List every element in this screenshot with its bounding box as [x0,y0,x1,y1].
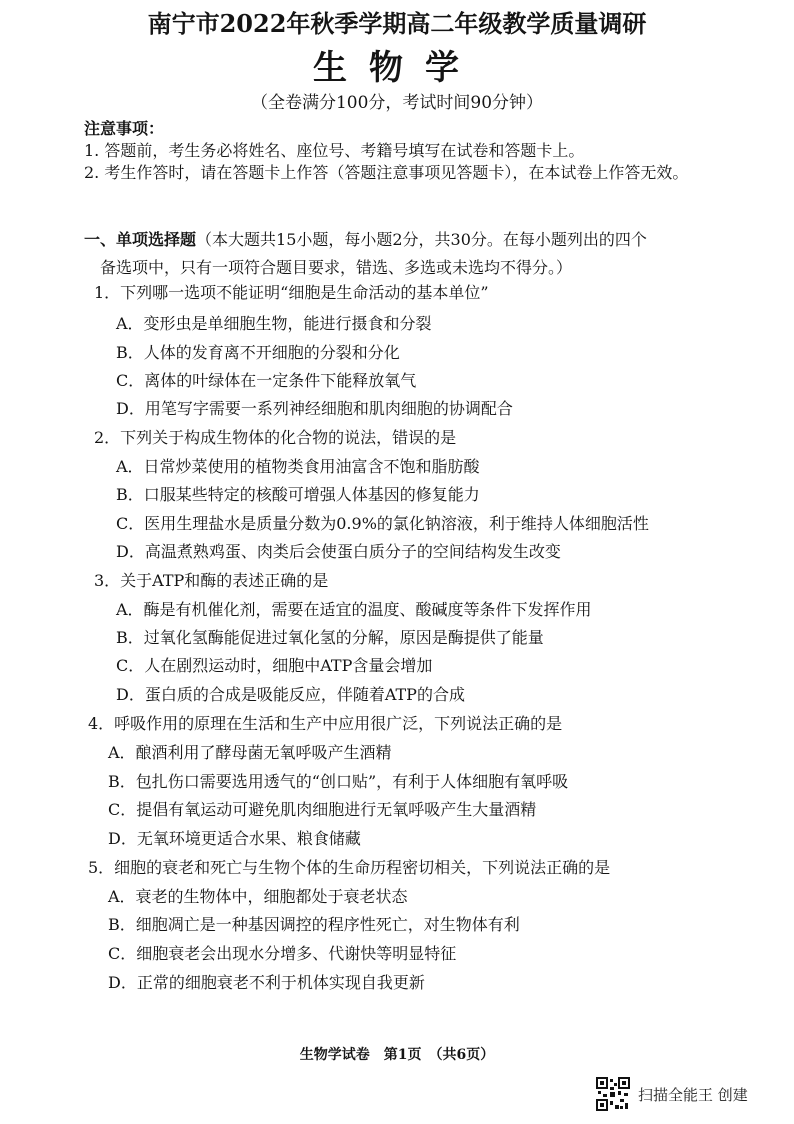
question-5-option-b: B．细胞凋亡是一种基因调控的程序性死亡，对生物体有利 [108,915,520,934]
question-1-option-d: D．用笔写字需要一系列神经细胞和肌肉细胞的协调配合 [116,399,513,418]
question-5-stem: 5．细胞的衰老和死亡与生物个体的生命历程密切相关，下列说法正确的是 [88,858,611,877]
question-2-option-d: D．高温煮熟鸡蛋、肉类后会使蛋白质分子的空间结构发生改变 [116,542,561,561]
exam-info: （全卷满分100分，考试时间90分钟） [250,93,544,113]
question-5-option-c: C．细胞衰老会出现水分增多、代谢快等明显特征 [108,944,457,963]
subject-title: 生物学 [313,48,481,88]
question-1-option-c: C．离体的叶绿体在一定条件下能释放氧气 [116,371,417,390]
question-4-option-b: B．包扎伤口需要选用透气的“创口贴”，有利于人体细胞有氧呼吸 [108,772,569,791]
question-5-option-d: D．正常的细胞衰老不利于机体实现自我更新 [108,973,425,992]
question-3-option-b: B．过氧化氢酶能促进过氧化氢的分解，原因是酶提供了能量 [116,628,544,647]
qr-code-icon [596,1077,630,1111]
question-1-option-b: B．人体的发育离不开细胞的分裂和分化 [116,343,400,362]
question-2-option-c: C．医用生理盐水是质量分数为0.9%的氯化钠溶液，利于维持人体细胞活性 [116,514,649,533]
question-1-stem: 1．下列哪一选项不能证明“细胞是生命活动的基本单位” [94,283,489,302]
question-1-option-a: A．变形虫是单细胞生物，能进行摄食和分裂 [116,314,432,333]
note-item-1: 1. 答题前，考生务必将姓名、座位号、考籍号填写在试卷和答题卡上。 [84,141,585,160]
section-title: 一、单项选择题 [84,230,197,249]
question-5-option-a: A．衰老的生物体中，细胞都处于衰老状态 [108,887,408,906]
question-3-option-d: D．蛋白质的合成是吸能反应，伴随着ATP的合成 [116,685,465,704]
question-3-option-a: A．酶是有机催化剂，需要在适宜的温度、酸碱度等条件下发挥作用 [116,600,592,619]
scanner-text: 扫描全能王 创建 [638,1085,748,1104]
section-instruction-1: （本大题共15小题，每小题2分，共30分。在每小题列出的四个 [196,230,647,249]
question-2-stem: 2．下列关于构成生物体的化合物的说法，错误的是 [94,428,457,447]
question-4-stem: 4．呼吸作用的原理在生活和生产中应用很广泛，下列说法正确的是 [88,714,563,733]
notes-heading: 注意事项： [84,119,165,138]
question-2-option-b: B．口服某些特定的核酸可增强人体基因的修复能力 [116,485,480,504]
exam-title: 南宁市2022年秋季学期高二年级教学质量调研 [147,9,647,38]
note-item-2: 2. 考生作答时，请在答题卡上作答（答题注意事项见答题卡），在本试卷上作答无效。 [84,163,689,182]
question-3-stem: 3．关于ATP和酶的表述正确的是 [94,571,329,590]
page-footer: 生物学试卷 第1页 （共6页） [299,1047,495,1063]
question-4-option-a: A．酿酒利用了酵母菌无氧呼吸产生酒精 [108,743,392,762]
section-instruction-2: 备选项中，只有一项符合题目要求，错选、多选或未选均不得分。） [100,258,573,277]
question-4-option-c: C．提倡有氧运动可避免肌肉细胞进行无氧呼吸产生大量酒精 [108,800,537,819]
question-3-option-c: C．人在剧烈运动时，细胞中ATP含量会增加 [116,656,433,675]
question-4-option-d: D．无氧环境更适合水果、粮食储藏 [108,829,361,848]
question-2-option-a: A．日常炒菜使用的植物类食用油富含不饱和脂肪酸 [116,457,480,476]
section-header [84,226,734,282]
scanner-watermark [596,1077,748,1111]
